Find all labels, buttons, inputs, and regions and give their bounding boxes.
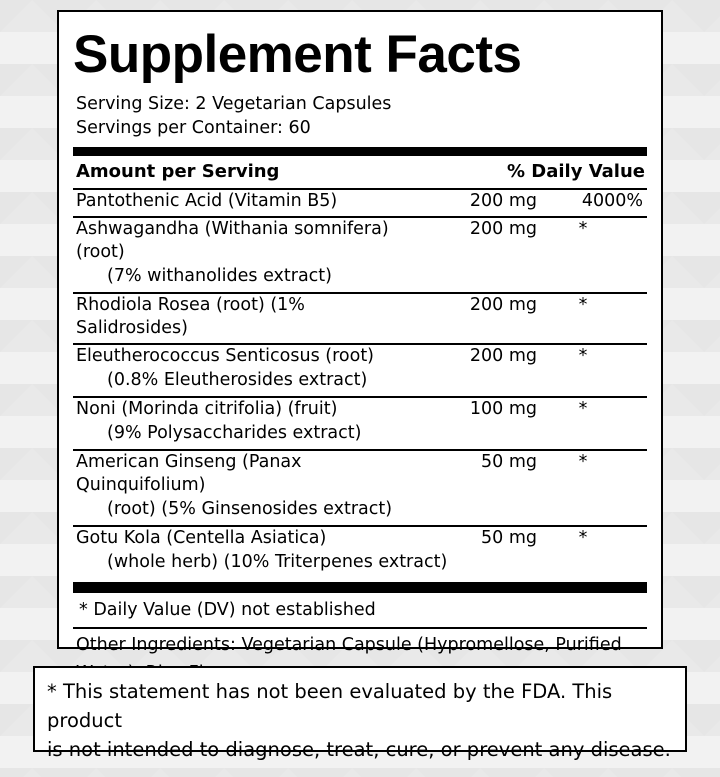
nutrient-subtext: (9% Polysaccharides extract) — [107, 423, 362, 443]
nutrient-daily-value: * — [578, 452, 588, 472]
nutrient-name: Noni (Morinda citrifolia) (fruit) — [76, 399, 338, 419]
table-subrow — [73, 497, 647, 522]
table-row — [73, 294, 647, 340]
nutrient-amount: 200 mg — [469, 191, 537, 211]
nutrient-daily-value: * — [578, 528, 588, 548]
table-row — [73, 527, 647, 550]
table-row — [73, 345, 647, 368]
table-subrow — [73, 550, 647, 575]
nutrient-subtext: (7% withanolides extract) — [107, 266, 332, 286]
nutrient-subtext: (root) (5% Ginsenosides extract) — [107, 499, 393, 519]
nutrient-amount: 200 mg — [469, 295, 537, 315]
fda-disclaimer-line-2: is not intended to diagnose, treat, cure, or prevent any disease. — [47, 738, 671, 761]
divider-thick-top — [73, 147, 647, 156]
table-header-row — [73, 156, 647, 188]
table-row — [73, 218, 647, 264]
table-row — [73, 451, 647, 497]
nutrient-name: Rhodiola Rosea (root) (1% Salidrosides) — [76, 295, 305, 338]
nutrient-amount: 200 mg — [469, 219, 537, 239]
nutrient-name: Pantothenic Acid (Vitamin B5) — [76, 191, 338, 211]
servings-per-container-text: Servings per Container: 60 — [76, 118, 311, 138]
nutrient-name: Gotu Kola (Centella Asiatica) — [76, 528, 327, 548]
nutrient-name: Eleutherococcus Senticosus (root) — [76, 346, 375, 366]
nutrient-daily-value: * — [578, 219, 588, 239]
nutrition-table — [73, 190, 647, 575]
nutrient-amount: 50 mg — [481, 452, 537, 472]
table-subrow — [73, 368, 647, 393]
nutrient-daily-value: 4000% — [581, 191, 643, 211]
nutrient-name: Ashwagandha (Withania somnifera) (root) — [76, 219, 389, 262]
fda-disclaimer-box — [33, 666, 687, 761]
page-title: Supplement Facts — [73, 25, 522, 84]
nutrient-amount: 100 mg — [469, 399, 537, 419]
nutrient-daily-value: * — [578, 295, 588, 315]
nutrient-subtext: (0.8% Eleutherosides extract) — [107, 370, 368, 390]
column-header-amount: Amount per Serving — [76, 161, 280, 182]
nutrient-daily-value: * — [578, 346, 588, 366]
column-header-daily-value: % Daily Value — [506, 161, 645, 182]
nutrient-daily-value: * — [578, 399, 588, 419]
daily-value-footnote: * Daily Value (DV) not established — [79, 600, 376, 620]
serving-size-text: Serving Size: 2 Vegetarian Capsules — [76, 94, 392, 114]
nutrient-name: American Ginseng (Panax Quinquifolium) — [76, 452, 302, 495]
nutrient-amount: 200 mg — [469, 346, 537, 366]
other-ingredients-line-1: Other Ingredients: Vegetarian Capsule (Hypromellose, Purified — [76, 635, 622, 655]
table-subrow — [73, 421, 647, 446]
divider-thick-bottom — [73, 582, 647, 593]
fda-disclaimer-line-1: * This statement has not been evaluated by the FDA. This product — [47, 680, 613, 732]
nutrient-amount: 50 mg — [481, 528, 537, 548]
table-row — [73, 190, 647, 213]
table-row — [73, 398, 647, 421]
supplement-facts-panel — [57, 10, 663, 655]
nutrient-subtext: (whole herb) (10% Triterpenes extract) — [107, 552, 448, 572]
table-subrow — [73, 264, 647, 289]
